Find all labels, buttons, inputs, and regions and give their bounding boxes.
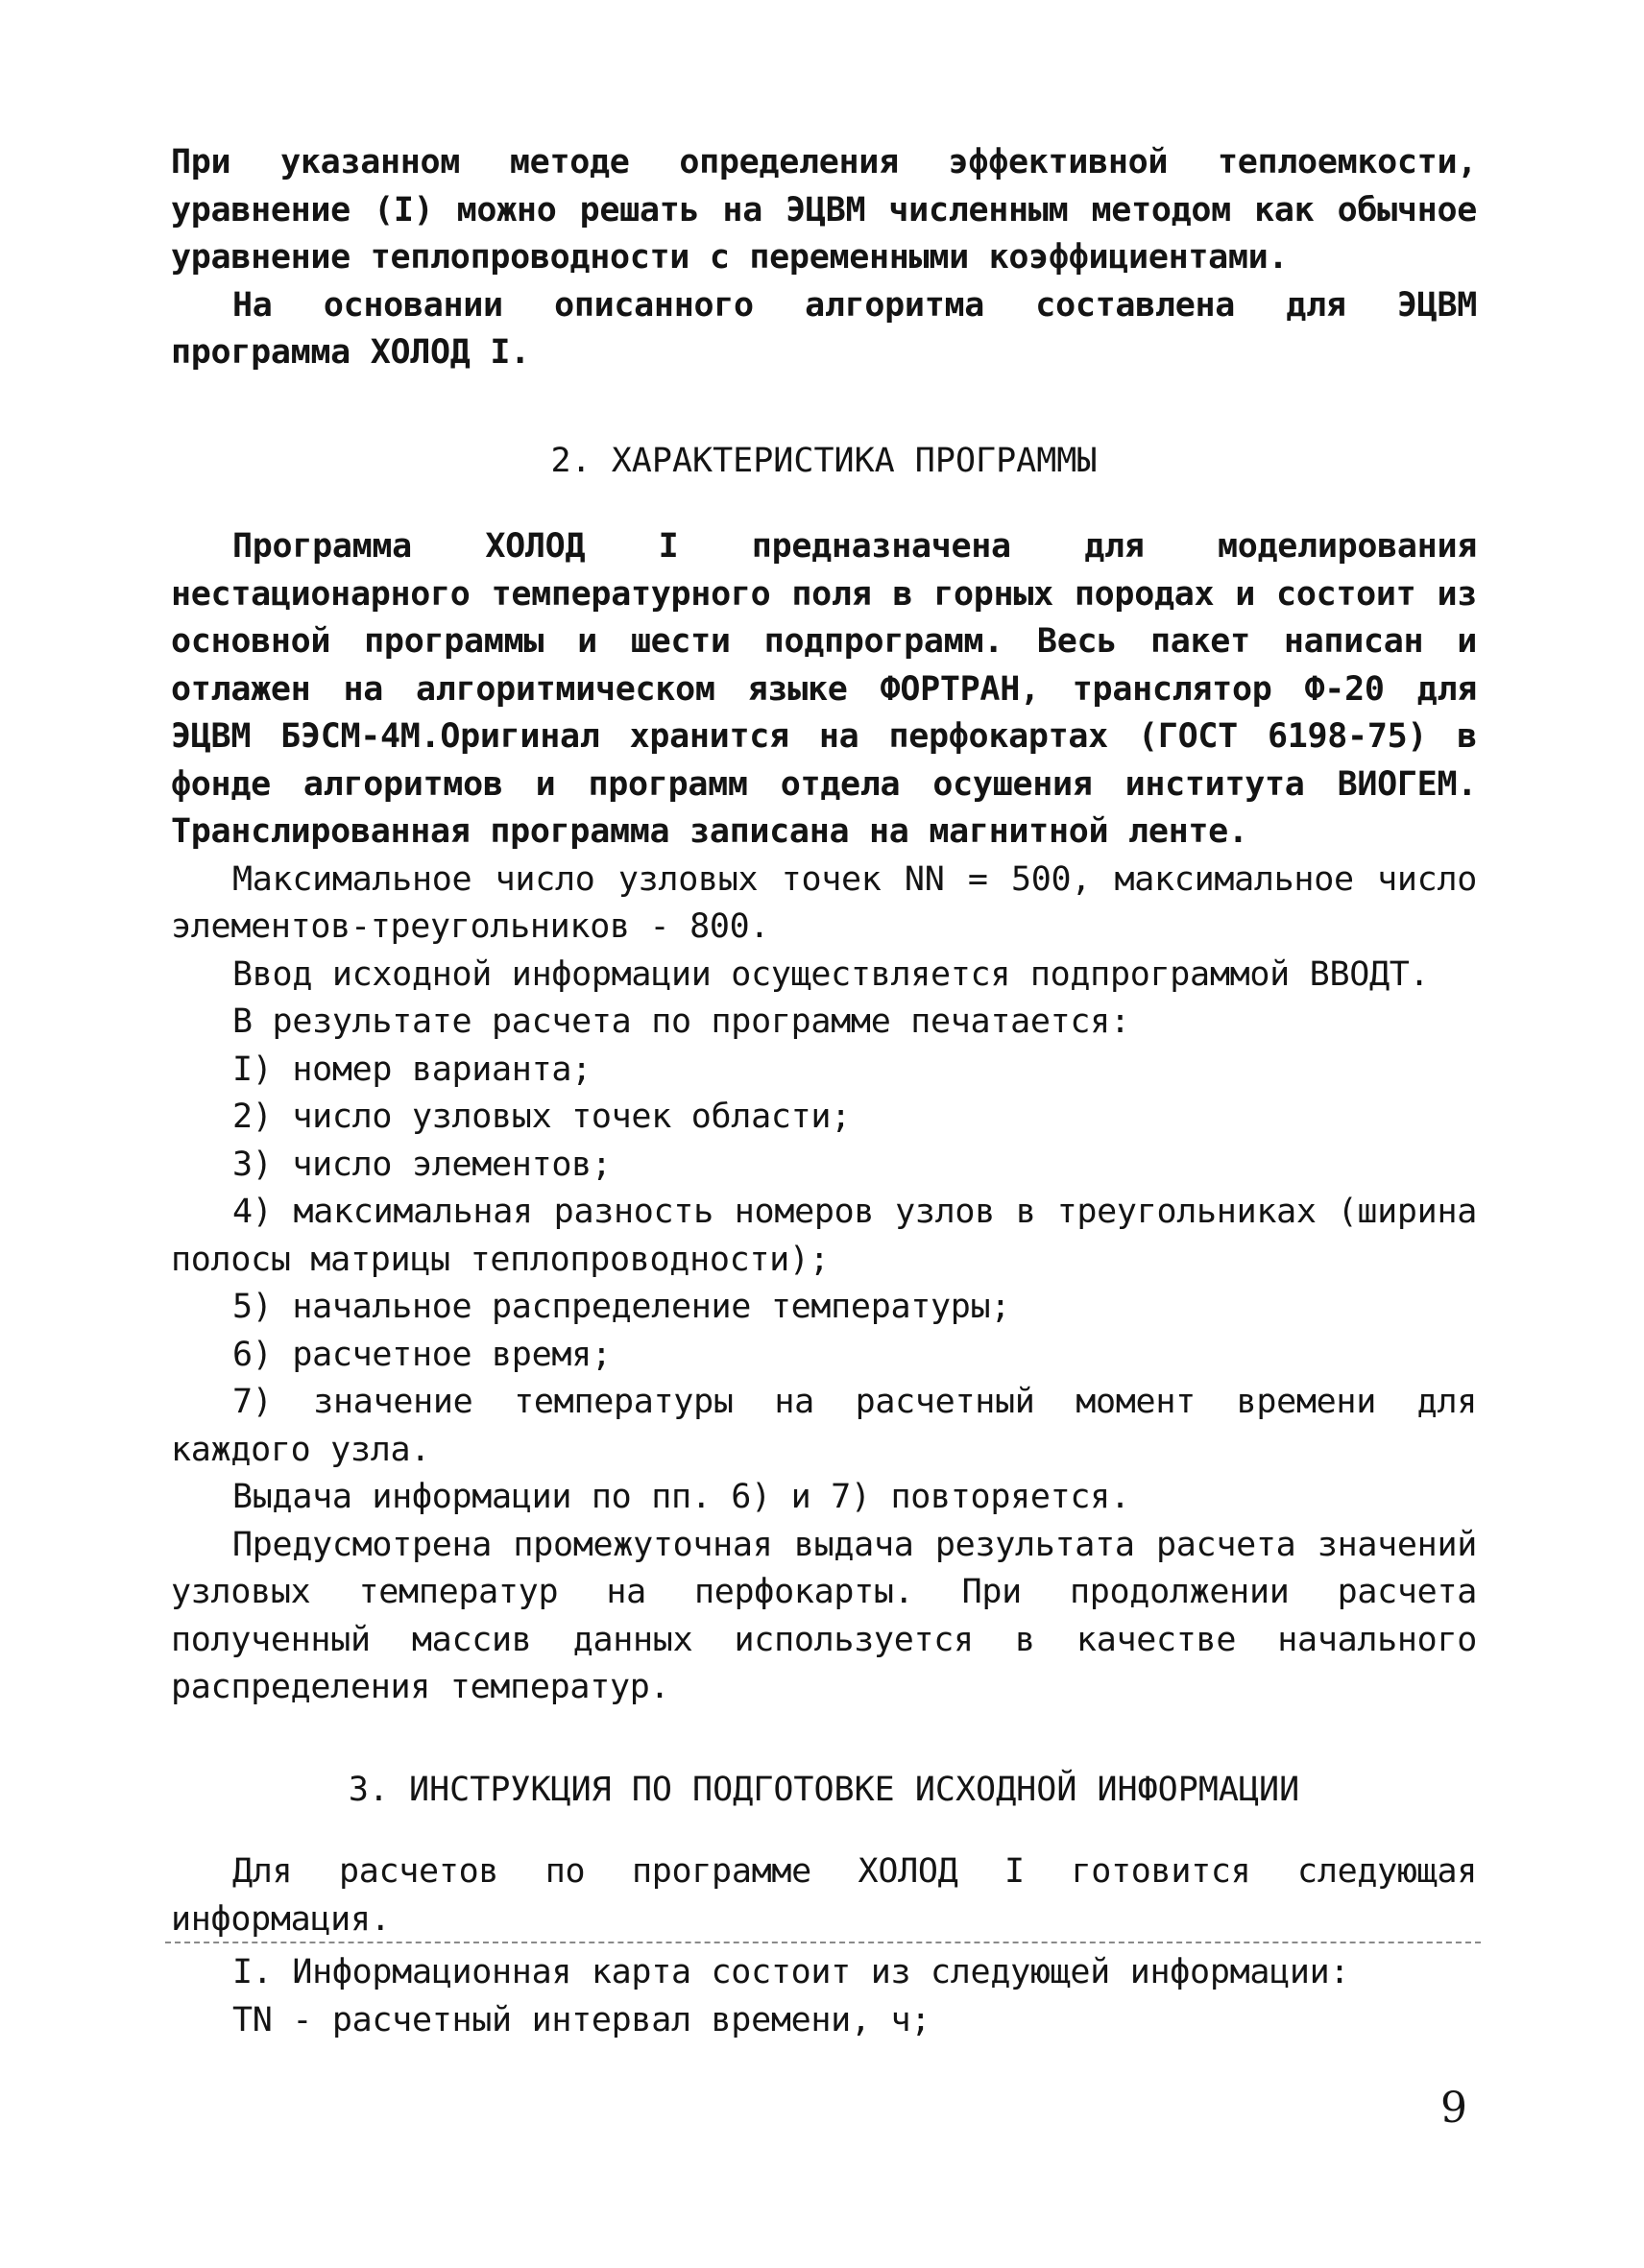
section-2-paragraph-5: Выдача информации по пп. 6) и 7) повторяется. xyxy=(232,1478,1130,1516)
intro-paragraph-1: При указанном методе определения эффективной теплоемкости, уравнение (I) можно решать на ЭЦВМ численным методом как обычное уравнение теплопроводности с переменными коэффициентами. xyxy=(171,143,1477,277)
list-item-2: 2) число узловых точек области; xyxy=(232,1098,851,1136)
section-2-body xyxy=(171,523,1477,1712)
section-2-title: 2. ХАРАКТЕРИСТИКА ПРОГРАММЫ xyxy=(550,442,1098,480)
list-item-1: I) номер варианта; xyxy=(232,1050,592,1089)
list-item-4: 4) максимальная разность номеров узлов в треугольниках (ширина полосы матрицы теплопроводности); xyxy=(171,1193,1477,1279)
section-2-paragraph-2: Максимальное число узловых точек NN = 500, максимальное число элементов-треугольников - 800. xyxy=(171,859,1477,946)
divider-line xyxy=(165,1942,1481,1943)
list-item-7: 7) значение температуры на расчетный момент времени для каждого узла. xyxy=(171,1383,1477,1469)
intro-paragraph-2: На основании описанного алгоритма составлена для ЭЦВМ программа ХОЛОД I. xyxy=(171,285,1477,372)
intro-text xyxy=(171,139,1477,377)
list-item-5: 5) начальное распределение температуры; xyxy=(232,1288,1011,1326)
page-number: 9 xyxy=(1440,2084,1467,2133)
section-3-paragraph-1: Для расчетов по программе ХОЛОД I готовится следующая информация. xyxy=(171,1852,1477,1939)
section-2-paragraph-1: Программа ХОЛОД I предназначена для моделирования нестационарного температурного поля в горных породах и состоит из основной программы и шести подпрограмм. Весь пакет написан и отлажен на алгоритмическом языке ФОРТРАН, транслятор Ф-20 для ЭЦВМ БЭСМ-4М.Оригинал хранится на перфокартах (ГОСТ 6198-75) в фонде алгоритмов и программ отдела осушения института ВИОГЕМ. Транслированная программа записана на магнитной ленте. xyxy=(171,527,1477,851)
section-3-paragraph-2: I. Информационная карта состоит из следующей информации: xyxy=(232,1953,1350,1991)
section-3-body-continued xyxy=(171,1949,1477,2044)
list-item-3: 3) число элементов; xyxy=(232,1145,612,1184)
section-2-paragraph-6: Предусмотрена промежуточная выдача результата расчета значений узловых температур на перфокарты. При продолжении расчета полученный массив данных используется в качестве начального распределения температур. xyxy=(171,1525,1477,1706)
list-item-6: 6) расчетное время; xyxy=(232,1335,612,1374)
section-3-title: 3. ИНСТРУКЦИЯ ПО ПОДГОТОВКЕ ИСХОДНОЙ ИНФОРМАЦИИ xyxy=(348,1771,1300,1809)
section-2-paragraph-4: В результате расчета по программе печатается: xyxy=(232,1002,1130,1041)
section-3-paragraph-3: TN - расчетный интервал времени, ч; xyxy=(232,2000,931,2039)
section-3-body xyxy=(171,1848,1477,1943)
section-2-paragraph-3: Ввод исходной информации осуществляется подпрограммой ВВОДТ. xyxy=(232,954,1430,994)
